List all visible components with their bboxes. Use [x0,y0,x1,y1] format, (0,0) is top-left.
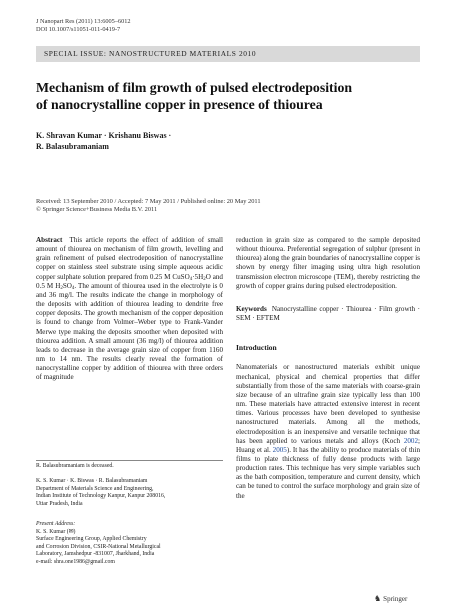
keywords-list: Nanocrystalline copper · Thiourea · Film growth · SEM · EFTEM [236,304,420,323]
author-list [36,130,416,152]
introduction-heading: Introduction [236,343,277,353]
present-address-line-5: e-mail: shra.one1986@gmail.com [36,558,115,565]
publisher-logo [374,594,407,603]
present-address-line-4: Laboratory, Jamshedpur -831007, Jharkhand, India [36,551,155,558]
abstract-text-1: This article reports the effect of addition of small amount of thiourea on mechanism of film growth, levelling and grain refinement of pulsed electrodeposition of nanocrystalline copper on stainless steel substrate using simple aqueous acidic copper sulphate solution prepared from 0.25 M [36,236,223,281]
affiliation-line-4: Uttar Pradesh, India [36,500,83,507]
formula-sub-4b: 4 [71,285,75,291]
title-line-2: of nanocrystalline copper in presence of thiourea [36,96,323,112]
affiliation-line-3: Indian Institute of Technology Kanpur, Kanpur 208016, [36,493,166,500]
keywords [236,305,420,323]
affiliation-line-1: K. S. Kumar · K. Biswas · R. Balasubramaniam [36,478,148,484]
copyright: © Springer Science+Business Media B.V. 2011 [36,206,158,214]
abstract-column [36,236,223,383]
abstract-text-2: and 0.5 M [36,272,223,290]
footnote-deceased: R. Balasubramaniam is deceased. [36,463,114,469]
formula-sub-2a: 2 [203,276,206,282]
abstract [36,236,223,383]
received-dates: Received: 13 September 2010 / Accepted: 7 May 2011 / Published online: 20 May 2011 [36,198,261,205]
abstract-heading: Abstract [36,236,63,244]
citation-huang[interactable]: 2005 [272,445,287,454]
publisher-name: Springer [383,595,408,603]
doi: DOI 10.1007/s11051-011-0419-7 [36,26,121,33]
present-address-line-2: Surface Engineering Group, Applied Chemistry [36,536,147,543]
formula-sub-2b: 2 [60,285,63,291]
formula-sub-4: 4 [189,276,193,282]
abstract-text-3: . The amount of thiourea used in the electrolyte is 0 and 36 mg/l. The results indicate the change in morphology of the deposits with addition of thiourea leading to dendrite free copper deposits. The growth mechanism of the copper deposition is found to change from Volmer–Weber type to Frank-Vander Merwe type making the deposits smoother when deposited with thiourea addition. A small amount (36 mg/l) of thiourea addition leads to decrease in the average grain size of copper from 1160 nm to 14 nm. The results clearly reveal the formation of nanocrystalline copper by addition of thiourea with three orders of magnitude [36,281,223,382]
publication-history [36,198,420,215]
keywords-heading: Keywords [236,304,267,313]
present-address-label: Present Address: [36,521,76,527]
authors-line-2: R. Balasubramaniam [36,142,109,151]
abstract-formula-2: $H_2SO_4$ [55,281,75,291]
journal-citation: J Nanopart Res (2011) 13:6005–6012 [36,18,131,25]
citation-koch[interactable]: 2002 [403,436,419,445]
introduction-text: Nanomaterials or nanostructured materials exhibit unique mechanical, physical and chemical properties that differ substantially from those of the same materials with coarse-grain size because of an ultrafine grain size typically less than 100 nm. These materials have attracted extensive interest in recent times. Various processes have been developed to synthesise nanostructured materials. Among all the methods, electrodeposition is an inexpensive and versatile technique that has been applied to various metals and alloys (Koch 2002; Huang et al. 2005). It has the ability to produce materials of thin films to plate thickness of fully dense products with large production rates. This technique has very simple variables such as the bath composition, temperature and current density, which can be tuned to control the surface morphology and grain size of the [236,363,420,500]
present-address-line-1: K. S. Kumar (✉) [36,528,76,535]
article-title [36,80,426,113]
special-issue-banner: SPECIAL ISSUE: NANOSTRUCTURED MATERIALS 2010 [36,46,420,62]
present-address-line-3: and Corrosion Division, CSIR-National Metallurgical [36,543,161,550]
springer-horse-icon: ♞ [374,594,382,603]
abstract-formula-1: $CuSO_4\cdot 5H_2O$ [172,272,211,282]
present-address-block [36,521,226,567]
abstract-continued: reduction in grain size as compared to the sample deposited without thiourea. Preferential segregation of sulphur (present in thiourea) along the grain boundaries of nanocrystalline copper is shown by energy filter imaging using ultra high resolution transmission electron microscope (TEM), thereby restricting the growth of copper grains during pulsed electrodeposition. [236,236,420,290]
affiliation-block [36,478,226,508]
title-line-1: Mechanism of film growth of pulsed electrodeposition [36,80,353,95]
footnote-divider [36,460,223,461]
journal-reference [36,18,131,34]
affiliation-line-2: Department of Materials Science and Engineering, [36,485,154,492]
right-column [236,236,420,501]
authors-line-1: K. Shravan Kumar · Krishanu Biswas · [36,131,172,140]
